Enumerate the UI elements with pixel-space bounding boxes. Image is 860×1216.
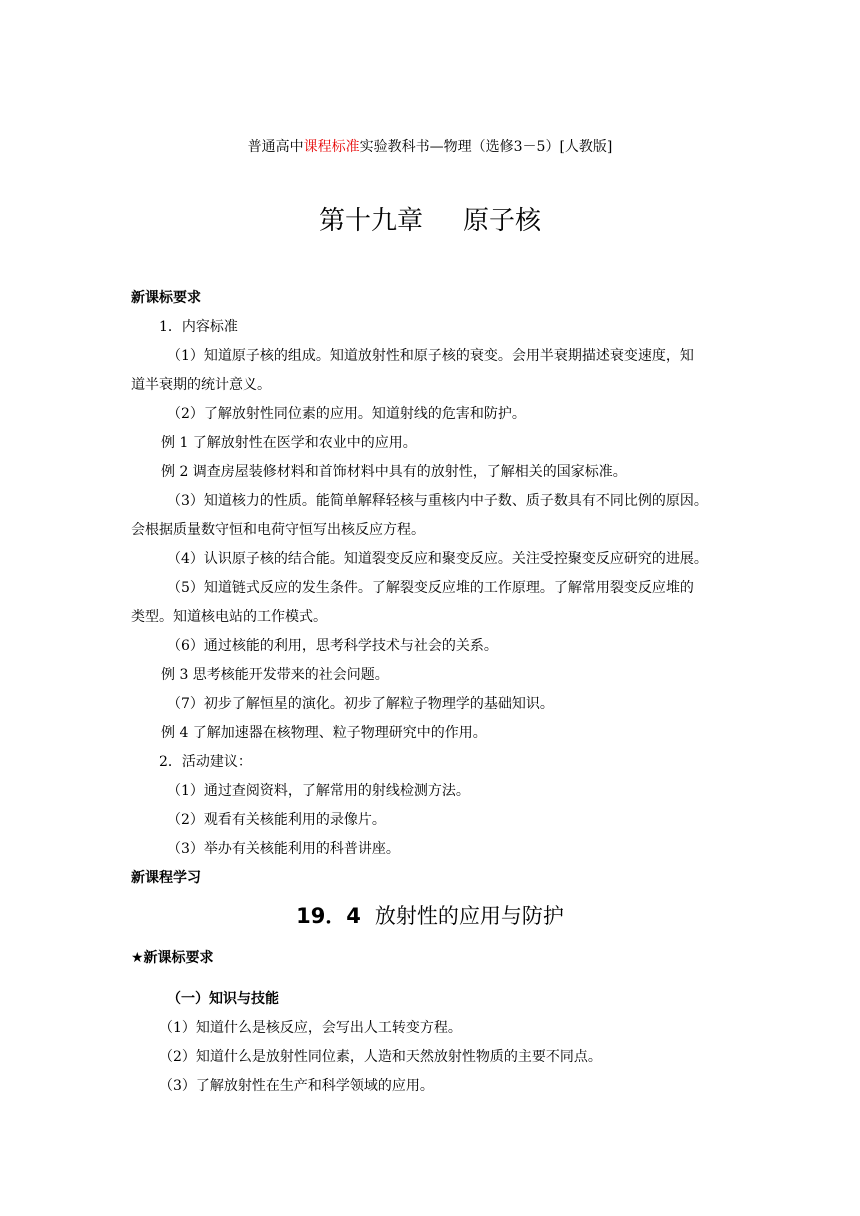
study-heading: 新课程学习	[131, 870, 201, 886]
item2: （2）了解放射性同位素的应用。知道射线的危害和防护。	[167, 406, 526, 422]
activity-1: （1）通过查阅资料，了解常用的射线检测方法。	[167, 783, 470, 799]
section-requirements-block	[131, 944, 731, 1101]
header-prefix: 普通高中	[247, 139, 304, 155]
header-highlight: 课程标准	[303, 139, 360, 155]
chapter-number: 第十九章	[318, 206, 423, 236]
section-point-1: （1）知道什么是核反应，会写出人工转变方程。	[159, 1020, 462, 1036]
activity-3: （3）举办有关核能利用的科普讲座。	[167, 841, 400, 857]
example2: 例 2 调查房屋装修材料和首饰材料中具有的放射性，了解相关的国家标准。	[161, 464, 627, 480]
item7: （7）初步了解恒星的演化。初步了解粒子物理学的基础知识。	[167, 696, 554, 712]
content-standard-label: 1．内容标准	[159, 319, 238, 335]
section-point-2: （2）知道什么是放射性同位素，人造和天然放射性物质的主要不同点。	[159, 1049, 602, 1065]
running-header	[0, 136, 860, 156]
example1: 例 1 了解放射性在医学和农业中的应用。	[161, 435, 417, 451]
requirements-block	[131, 284, 731, 893]
section-name: 放射性的应用与防护	[374, 904, 564, 928]
knowledge-skills-heading: （一）知识与技能	[167, 991, 279, 1007]
section-number: 19．4	[296, 904, 361, 928]
section-requirements-heading: ★新课标要求	[131, 950, 214, 966]
item1-line2: 道半衰期的统计意义。	[131, 377, 271, 393]
activities-label: 2．活动建议：	[159, 754, 252, 770]
activity-2: （2）观看有关核能利用的录像片。	[167, 812, 386, 828]
example4: 例 4 了解加速器在核物理、粒子物理研究中的作用。	[161, 725, 487, 741]
chapter-title	[0, 200, 860, 237]
item5-line2: 类型。知道核电站的工作模式。	[131, 609, 327, 625]
item5-line1: （5）知道链式反应的发生条件。了解裂变反应堆的工作原理。了解常用裂变反应堆的	[167, 580, 694, 596]
item3-line2: 会根据质量数守恒和电荷守恒写出核反应方程。	[131, 522, 425, 538]
chapter-name: 原子核	[463, 206, 542, 236]
item1-line1: （1）知道原子核的组成。知道放射性和原子核的衰变。会用半衰期描述衰变速度，知	[167, 348, 694, 364]
section-title	[0, 900, 860, 930]
example3: 例 3 思考核能开发带来的社会问题。	[161, 667, 389, 683]
header-suffix: 实验教科书—物理（选修3－5）[人教版]	[359, 139, 613, 155]
item3-line1: （3）知道核力的性质。能简单解释轻核与重核内中子数、质子数具有不同比例的原因。	[167, 493, 708, 509]
item4: （4）认识原子核的结合能。知道裂变反应和聚变反应。关注受控聚变反应研究的进展。	[167, 551, 708, 567]
item6: （6）通过核能的利用，思考科学技术与社会的关系。	[167, 638, 498, 654]
requirements-heading: 新课标要求	[131, 290, 201, 306]
section-point-3: （3）了解放射性在生产和科学领域的应用。	[159, 1078, 434, 1094]
